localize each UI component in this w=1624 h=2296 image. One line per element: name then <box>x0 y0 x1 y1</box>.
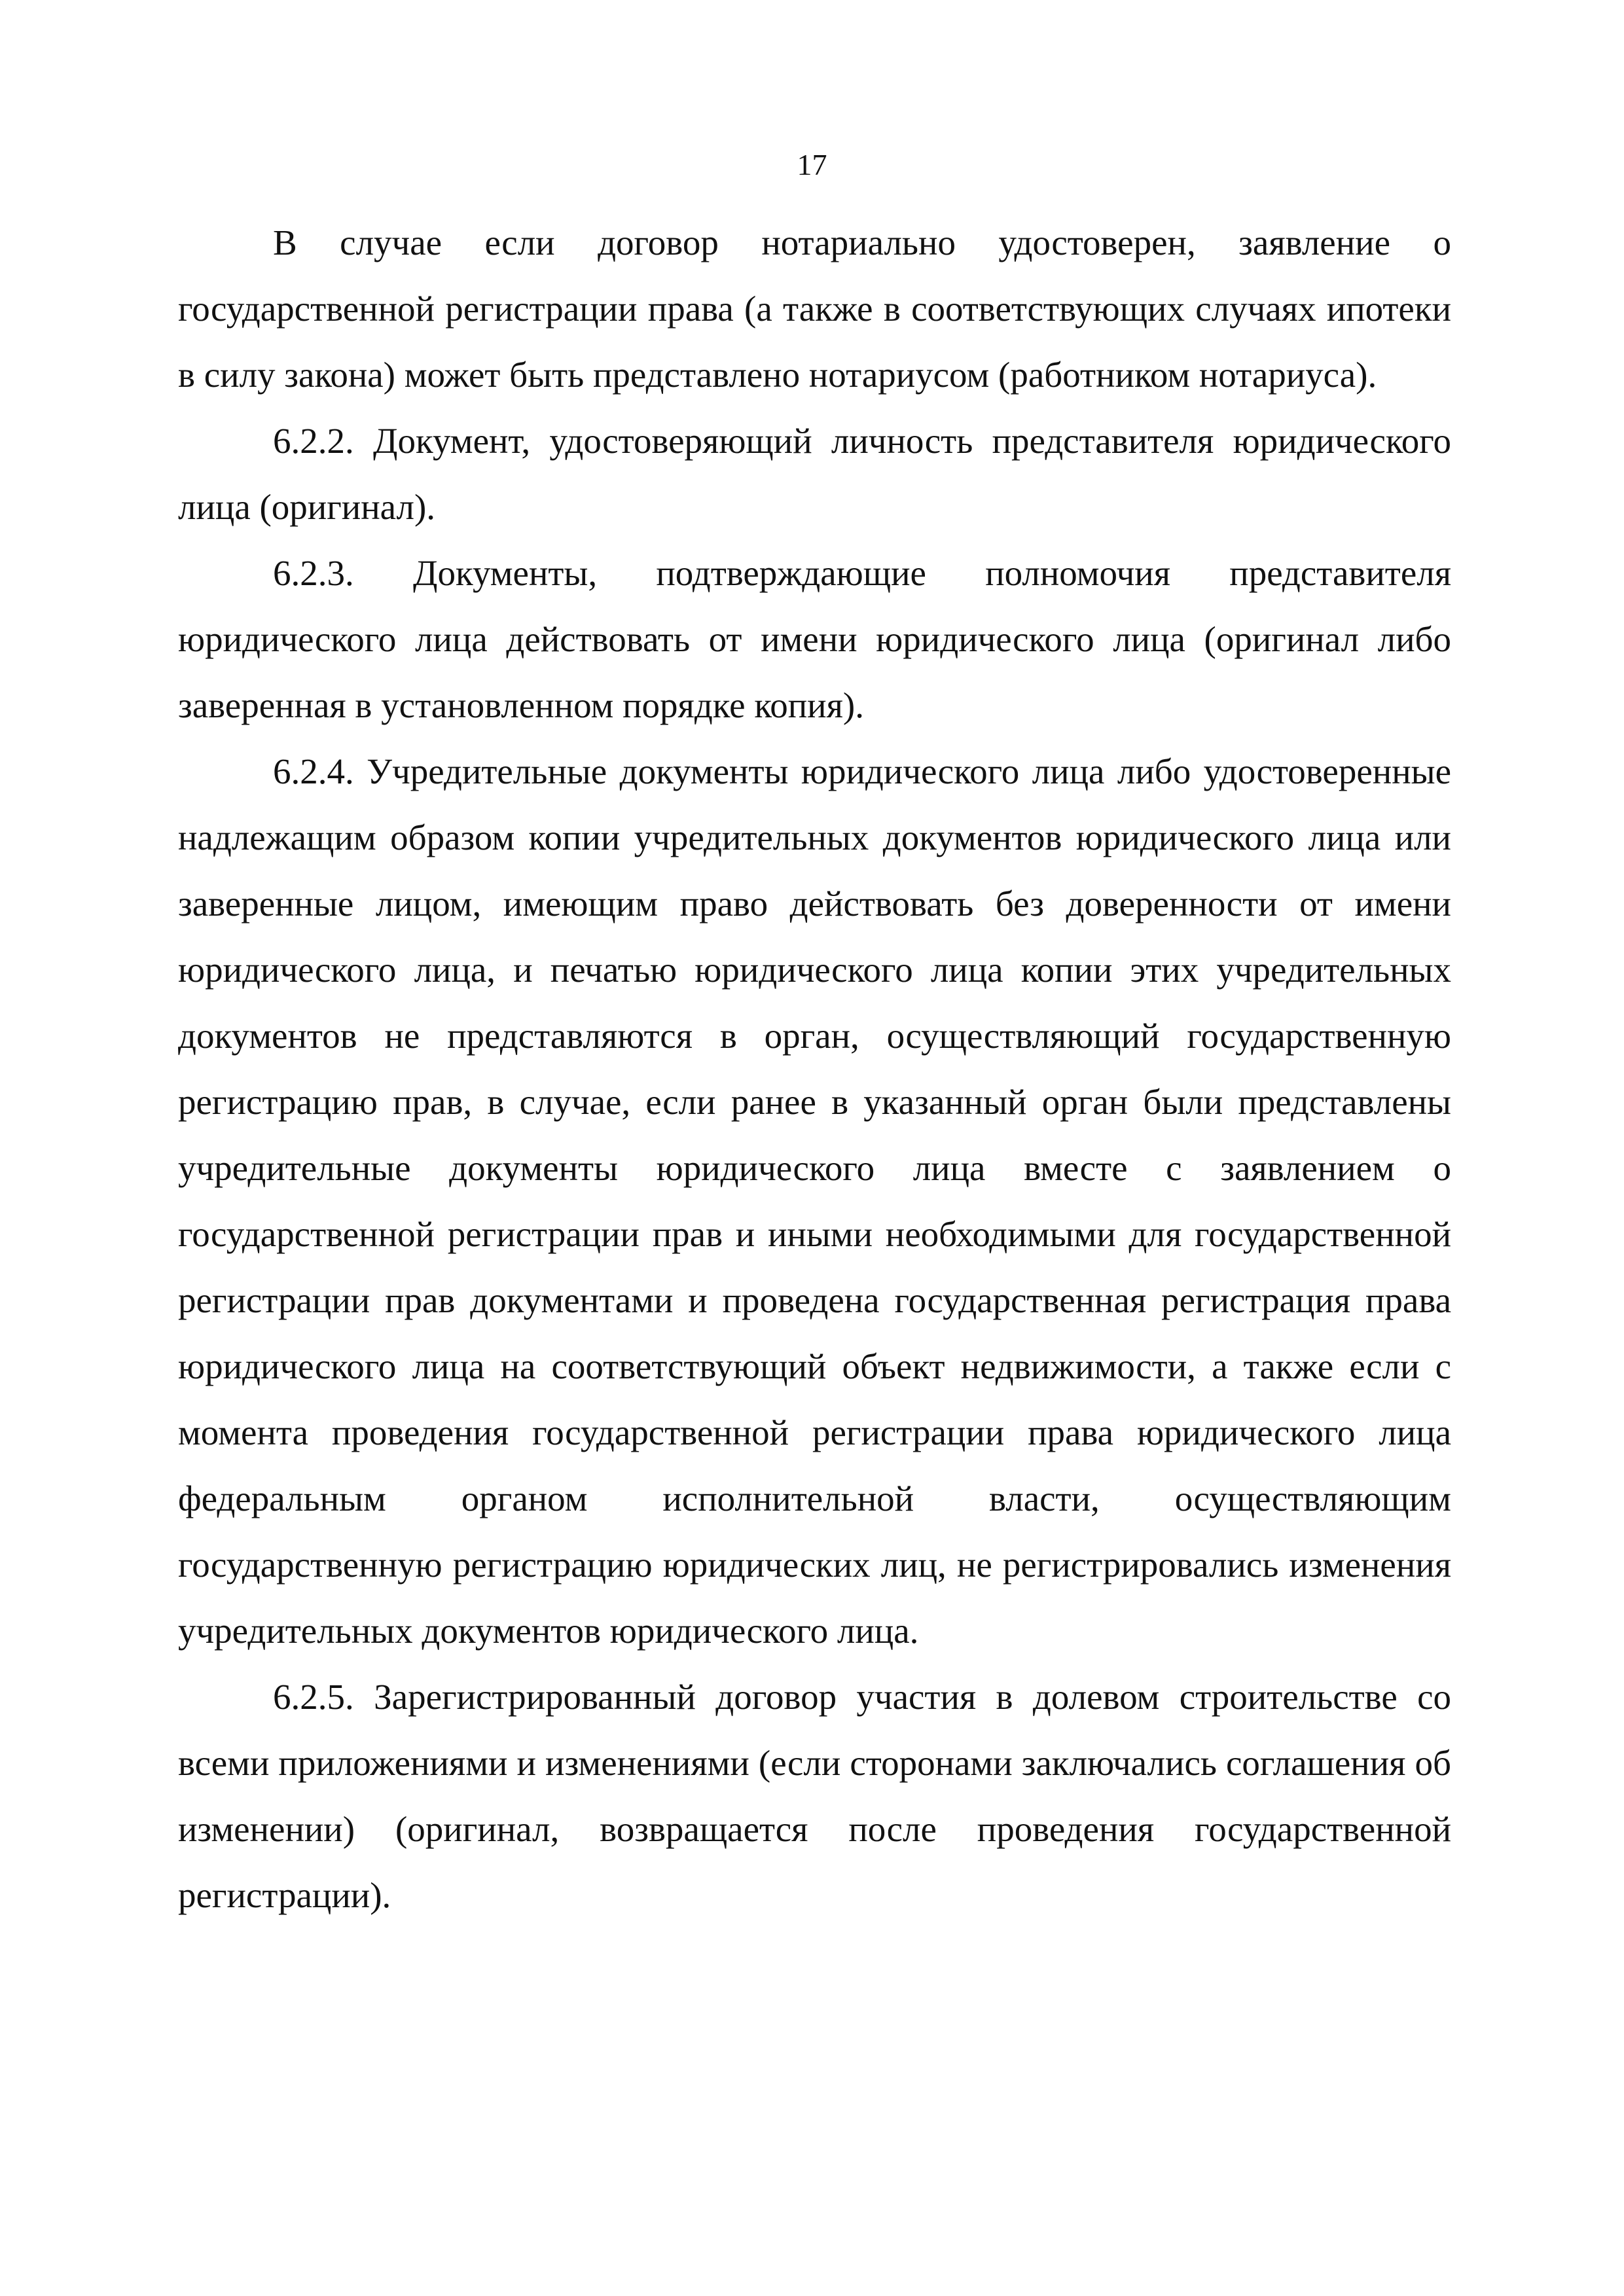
paragraph-6-2-5: 6.2.5. Зарегистрированный договор участия в долевом строительстве со всеми приложениями и изменениями (если сторонами заключались соглашения об изменении) (оригинал, возвращается после проведения государственной регистрации). <box>178 1677 1451 1915</box>
paragraph-6-2-2: 6.2.2. Документ, удостоверяющий личность представителя юридического лица (оригинал). <box>178 421 1451 527</box>
page-number: 17 <box>797 148 827 181</box>
paragraph-6-2-3: 6.2.3. Документы, подтверждающие полномочия представителя юридического лица действовать от имени юридического лица (оригинал либо заверенная в установленном порядке копия). <box>178 553 1451 725</box>
paragraph-notary-application: В случае если договор нотариально удостоверен, заявление о государственной регистрации права (а также в соответствующих случаях ипотеки в силу закона) может быть представлено нотариусом (работником нотариуса). <box>178 223 1451 395</box>
paragraph-6-2-4: 6.2.4. Учредительные документы юридического лица либо удостоверенные надлежащим образом копии учредительных документов юридического лица или заверенные лицом, имеющим право действовать без доверенности от имени юридического лица, и печатью юридического лица копии этих учредительных документов не представляются в орган, осуществляющий государственную регистрацию прав, в случае, если ранее в указанный орган были представлены учредительные документы юридического лица вместе с заявлением о государственной регистрации прав и иными необходимыми для государственной регистрации прав документами и проведена государственная регистрация права юридического лица на соответствующий объект недвижимости, а также если с момента проведения государственной регистрации права юридического лица федеральным органом исполнительной власти, осуществляющим государственную регистрацию юридических лиц, не регистрировались изменения учредительных документов юридического лица. <box>178 751 1451 1651</box>
document-body <box>178 209 1451 1928</box>
